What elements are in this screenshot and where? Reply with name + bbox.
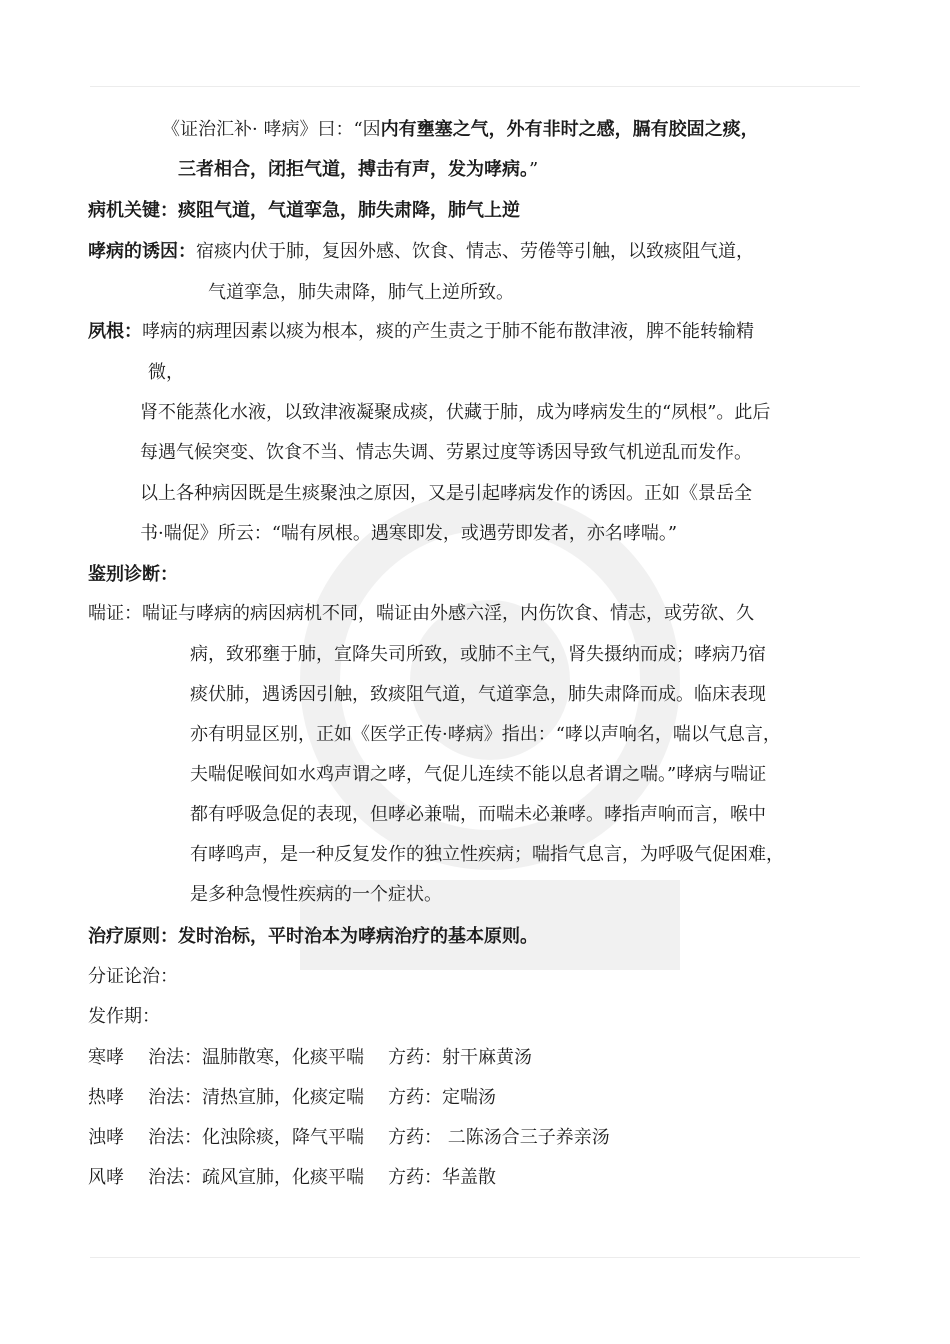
- table-row: [88, 1166, 496, 1190]
- mechanism-heading: 病机关键：痰阻气道，气道挛急，肺失肃降，肺气上逆: [88, 200, 520, 221]
- syndrome-heading: 分证论治：: [88, 966, 178, 987]
- quote-emphasis-2: 三者相合，闭拒气道，搏击有声，发为哮病。: [178, 159, 529, 180]
- quote-line-1: [162, 118, 759, 142]
- diagnosis-line-3: 痰伏肺，遇诱因引触，致痰阻气道，气道挛急，肺失肃降而成。临床表现: [190, 684, 766, 705]
- syndrome-type: 浊哮: [88, 1127, 124, 1148]
- quote-source: 《证治汇补· 哮病》曰：“因: [162, 119, 381, 140]
- root-text-1: 哮病的病理因素以痰为根本，痰的产生责之于肺不能布散津液，脾不能转输精: [142, 321, 754, 342]
- inducement-line-2: 气道挛急，肺失肃降，肺气上逆所致。: [208, 282, 514, 303]
- inducement-label: 哮病的诱因：: [88, 241, 196, 262]
- root-line-3: 肾不能蒸化水液，以致津液凝聚成痰，伏藏于肺，成为哮病发生的“夙根”。此后: [140, 402, 771, 423]
- diagnosis-text-1: 喘证与哮病的病因病机不同，喘证由外感六淫，内伤饮食、情志，或劳欲、久: [142, 603, 754, 624]
- diagnosis-line-2: 病，致邪壅于肺，宣降失司所致，或肺不主气，肾失摄纳而成；哮病乃宿: [190, 644, 766, 665]
- method-text: 清热宣肺，化痰定喘: [202, 1087, 364, 1108]
- quote-line-2: [178, 158, 538, 182]
- diagnosis-line-6: 都有呼吸急促的表现，但哮必兼喘，而喘未必兼哮。哮指声响而言，喉中: [190, 804, 766, 825]
- attack-heading: 发作期：: [88, 1006, 160, 1027]
- principle-heading: 治疗原则：发时治标，平时治本为哮病治疗的基本原则。: [88, 926, 538, 947]
- diagnosis-line-1: [88, 602, 754, 626]
- root-line-1: [88, 320, 754, 344]
- method-label: 治法：: [148, 1047, 202, 1068]
- prescription-label: 方药：: [388, 1127, 442, 1148]
- method-text: 化浊除痰，降气平喘: [202, 1127, 364, 1148]
- root-line-6: 书·喘促》所云：“喘有夙根。遇寒即发，或遇劳即发者，亦名哮喘。”: [140, 523, 678, 544]
- quote-close-mark: ”: [529, 159, 539, 180]
- syndrome-type: 风哮: [88, 1167, 124, 1188]
- root-line-4: 每遇气候突变、饮食不当、情志失调、劳累过度等诱因导致气机逆乱而发作。: [140, 442, 752, 463]
- root-line-5: 以上各种病因既是生痰聚浊之原因，又是引起哮病发作的诱因。正如《景岳全: [140, 483, 752, 504]
- prescription-text: 二陈汤合三子养亲汤: [442, 1127, 610, 1148]
- method-text: 温肺散寒，化痰平喘: [202, 1047, 364, 1068]
- method-label: 治法：: [148, 1167, 202, 1188]
- root-line-2: 微，: [148, 362, 184, 383]
- table-row: [88, 1086, 496, 1110]
- method-label: 治法：: [148, 1127, 202, 1148]
- quote-emphasis-1: 内有壅塞之气，外有非时之感，膈有胶固之痰，: [380, 119, 759, 140]
- prescription-label: 方药：: [388, 1047, 442, 1068]
- diagnosis-line-4: 亦有明显区别，正如《医学正传·哮病》指出：“哮以声响名，喘以气息言，: [190, 724, 781, 745]
- table-row: [88, 1126, 610, 1150]
- table-row: [88, 1046, 532, 1070]
- inducement-text-1: 宿痰内伏于肺，复因外感、饮食、情志、劳倦等引触，以致痰阻气道，: [196, 241, 754, 262]
- syndrome-type: 寒哮: [88, 1047, 124, 1068]
- root-label: 夙根：: [88, 321, 142, 342]
- diagnosis-label: 喘证：: [88, 603, 142, 624]
- prescription-text: 定喘汤: [442, 1087, 496, 1108]
- prescription-text: 华盖散: [442, 1167, 496, 1188]
- method-label: 治法：: [148, 1087, 202, 1108]
- method-text: 疏风宣肺，化痰平喘: [202, 1167, 364, 1188]
- syndrome-type: 热哮: [88, 1087, 124, 1108]
- prescription-label: 方药：: [388, 1087, 442, 1108]
- prescription-label: 方药：: [388, 1167, 442, 1188]
- diagnosis-line-8: 是多种急慢性疾病的一个症状。: [190, 884, 442, 905]
- diagnosis-line-5: 夫喘促喉间如水鸡声谓之哮，气促儿连续不能以息者谓之喘。”哮病与喘证: [190, 764, 767, 785]
- prescription-text: 射干麻黄汤: [442, 1047, 532, 1068]
- inducement-line-1: [88, 240, 754, 264]
- diagnosis-heading: 鉴别诊断：: [88, 564, 178, 585]
- diagnosis-line-7: 有哮鸣声，是一种反复发作的独立性疾病；喘指气息言，为呼吸气促困难，: [190, 844, 784, 865]
